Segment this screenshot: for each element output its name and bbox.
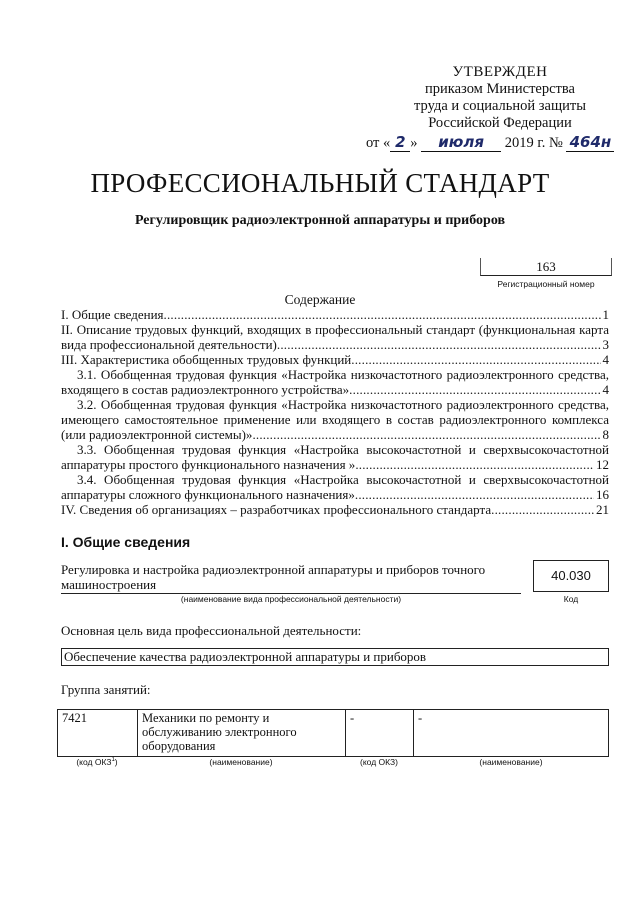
toc-item-text: III. Характеристика обобщенных трудовых функций xyxy=(61,352,352,367)
goal-value-box: Обеспечение качества радиоэлектронной аппаратуры и приборов xyxy=(61,648,609,666)
code-caption: Код xyxy=(563,594,579,604)
occupation-group-table xyxy=(57,709,609,757)
toc-item[interactable] xyxy=(61,307,609,322)
caption-okz-code-2: (код ОКЗ) xyxy=(360,757,398,767)
toc-item-page: 1 xyxy=(602,307,609,322)
approval-block xyxy=(380,64,620,132)
caption-name-2: (наименование) xyxy=(479,757,543,767)
toc-leader xyxy=(349,382,600,397)
table-cell-name-2: - xyxy=(414,710,609,757)
toc-item[interactable] xyxy=(61,322,609,352)
toc-item[interactable] xyxy=(61,472,609,487)
toc-leader xyxy=(355,487,594,502)
toc-item-text: аппаратуры простого функционального назначения » xyxy=(61,457,356,472)
toc-item[interactable] xyxy=(61,442,609,457)
toc-leader xyxy=(277,337,601,352)
order-prefix: от « xyxy=(366,135,391,151)
footnote-mark: 1 xyxy=(111,757,115,764)
document-title: ПРОФЕССИОНАЛЬНЫЙ СТАНДАРТ xyxy=(90,168,550,198)
order-year: 2019 г. № xyxy=(504,135,563,151)
toc-item-text: 3.4. Обобщенная трудовая функция «Настройка высокочастотной и сверхвысокочастотной xyxy=(77,472,609,487)
toc-item-text: I. Общие сведения xyxy=(61,307,164,322)
activity-name: Регулировка и настройка радиоэлектронной аппаратуры и приборов точного машиностроения xyxy=(61,562,521,594)
toc-item[interactable] xyxy=(61,397,609,412)
toc-item-page: 8 xyxy=(602,427,609,442)
toc-item-text: II. Описание трудовых функций, входящих в профессиональный стандарт (функциональная карта xyxy=(61,322,609,337)
toc-item-page: 4 xyxy=(602,382,609,397)
group-label: Группа занятий: xyxy=(61,682,151,697)
table-cell-name: Механики по ремонту и обслуживанию электронного оборудования xyxy=(138,710,346,757)
toc-item-text: 3.1. Обобщенная трудовая функция «Настройка низкочастотного радиоэлектронного средства, xyxy=(77,367,609,382)
toc-item-page: 16 xyxy=(596,487,609,502)
registration-number-label: Регистрационный номер xyxy=(497,279,595,289)
section-heading: I. Общие сведения xyxy=(61,534,191,550)
toc-item-text: входящего в состав радиоэлектронного устройства» xyxy=(61,382,350,397)
order-day: 2 xyxy=(390,133,410,152)
approval-title: УТВЕРЖДЕН xyxy=(452,64,548,80)
toc-item-page: 21 xyxy=(596,502,609,517)
toc-leader xyxy=(164,307,601,322)
toc-item-page: 3 xyxy=(602,337,609,352)
toc-item-continuation xyxy=(61,382,609,397)
toc-item-text: (или радиоэлектронной системы)» xyxy=(61,427,253,442)
order-month: июля xyxy=(421,133,501,152)
approval-line-2: труда и социальной защиты xyxy=(414,98,586,114)
activity-caption: (наименование вида профессиональной деятельности) xyxy=(180,594,402,604)
table-cell-okz-code-2: - xyxy=(346,710,414,757)
toc-item-continuation xyxy=(61,457,609,472)
activity-code-box: 40.030 xyxy=(533,560,609,592)
toc-item[interactable] xyxy=(61,352,609,367)
toc-item-text: аппаратуры сложного функционального назначения» xyxy=(61,487,355,502)
table-row xyxy=(58,710,609,757)
toc-item[interactable] xyxy=(61,502,609,517)
registration-number-box: 163 xyxy=(480,258,612,276)
order-mid: » xyxy=(410,135,418,151)
approval-line-1: приказом Министерства xyxy=(425,81,575,97)
toc-leader xyxy=(351,352,600,367)
toc-item-continuation xyxy=(61,427,609,442)
document-subtitle: Регулировщик радиоэлектронной аппаратуры и приборов xyxy=(134,213,506,228)
toc-item-text: 3.2. Обобщенная трудовая функция «Настройка низкочастотного радиоэлектронного средства, xyxy=(77,397,609,412)
toc-leader xyxy=(252,427,600,442)
contents-title: Содержание xyxy=(284,292,356,307)
caption-text: ) xyxy=(114,757,118,767)
toc-item-page: 12 xyxy=(596,457,609,472)
toc-item-text: имеющего самостоятельное применение или входящего в состав радиоэлектронного комплекса xyxy=(61,412,609,427)
toc-item-text: вида профессиональной деятельности) xyxy=(61,337,277,352)
goal-label: Основная цель вида профессиональной деятельности: xyxy=(61,623,362,638)
caption-okz-code xyxy=(57,757,137,767)
toc-item-text: 3.3. Обобщенная трудовая функция «Настройка высокочастотной и сверхвысокочастотной xyxy=(77,442,609,457)
toc-leader xyxy=(355,457,594,472)
toc-item-text: IV. Сведения об организациях – разработчиках профессионального стандарта xyxy=(61,502,492,517)
toc-item-continuation xyxy=(61,487,609,502)
toc-leader xyxy=(491,502,594,517)
caption-text: (код ОКЗ xyxy=(76,757,112,767)
toc-item-page: 4 xyxy=(602,352,609,367)
order-date-line xyxy=(366,133,614,152)
table-of-contents xyxy=(61,307,609,517)
toc-item[interactable] xyxy=(61,367,609,382)
table-cell-okz-code: 7421 xyxy=(58,710,138,757)
order-number: 464н xyxy=(566,133,614,152)
caption-name: (наименование) xyxy=(209,757,273,767)
approval-line-3: Российской Федерации xyxy=(428,115,572,131)
